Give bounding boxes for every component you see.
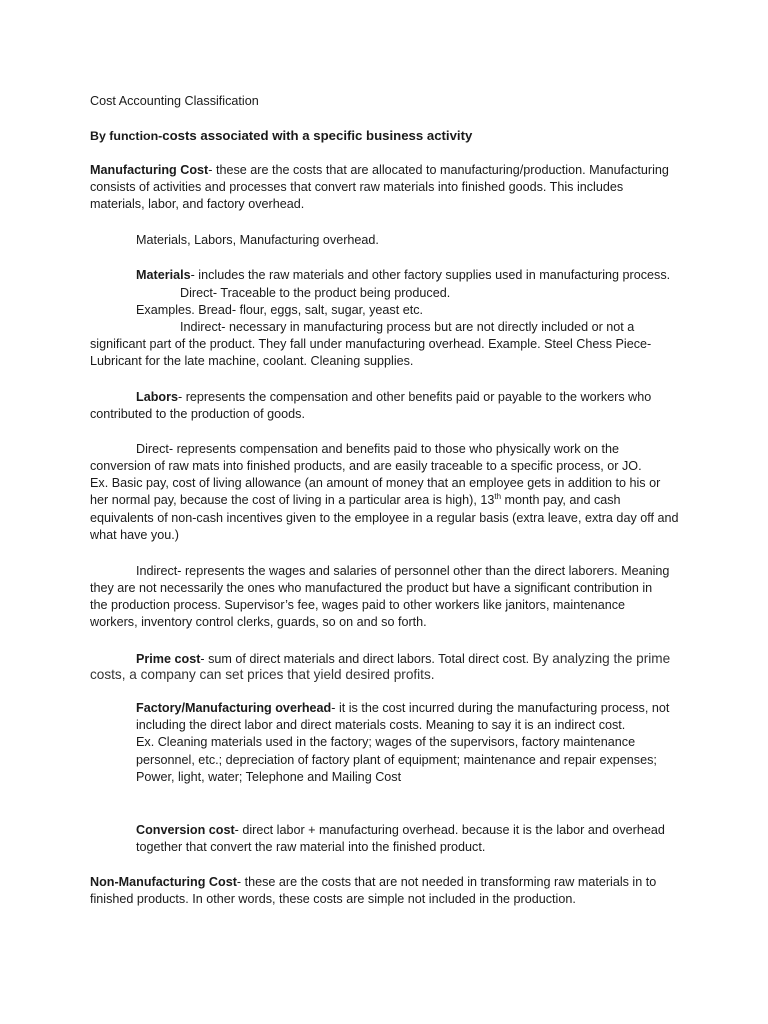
conversion-cost-paragraph xyxy=(136,822,696,856)
direct-labor-line: conversion of raw mats into finished products, and are easily traceable to a specific process, or JO. xyxy=(90,459,642,473)
non-manufacturing-line: - these are the costs that are not needed in transforming raw materials in to xyxy=(236,875,657,889)
materials-examples: Examples. Bread- flour, eggs, salt, sugar, yeast etc. xyxy=(136,303,423,317)
labors-line-2: contributed to the production of goods. xyxy=(90,407,305,421)
indirect-labor-line: workers, inventory control clerks, guards, so on and so forth. xyxy=(90,615,427,630)
direct-labor-line: what have you.) xyxy=(90,527,179,542)
direct-labor-paragraph xyxy=(90,458,690,544)
prime-cost-label: Prime cost xyxy=(136,652,201,666)
materials-direct: Direct- Traceable to the product being produced. xyxy=(180,286,451,300)
prime-cost-line-2: costs, a company can set prices that yield desired profits. xyxy=(90,667,435,682)
manufacturing-cost-line: consists of activities and processes that convert raw materials into finished goods. This includes xyxy=(90,180,624,195)
indirect-labor-line: they are not necessarily the ones who manufactured the product but have a significant contribution in xyxy=(90,581,653,595)
indirect-labor-paragraph xyxy=(90,580,690,632)
factory-overhead-line: - it is the cost incurred during the manufacturing process, not xyxy=(331,701,670,715)
factory-overhead-line: Ex. Cleaning materials used in the factory; wages of the supervisors, factory maintenance xyxy=(136,735,636,750)
materials-line: - includes the raw materials and other factory supplies used in manufacturing process. xyxy=(190,268,671,282)
conversion-cost-line: together that convert the raw material into the finished product. xyxy=(136,840,486,855)
factory-overhead-line: personnel, etc.; depreciation of factory plant of equipment; maintenance and repair expenses; xyxy=(136,752,657,767)
direct-labor-line: equivalents of non-cash incentives given to the employee in a regular basis (extra leave, extra day off and xyxy=(90,510,679,525)
conversion-cost-label: Conversion cost xyxy=(136,823,235,837)
indirect-labor-line: Indirect- represents the wages and salaries of personnel other than the direct laborers. Meaning xyxy=(136,564,670,578)
non-manufacturing-line: finished products. In other words, these costs are simple not included in the production. xyxy=(90,892,576,907)
indirect-labor-line: the production process. Supervisor’s fee, wages paid to other workers like janitors, maintenance xyxy=(90,598,626,613)
subtitle xyxy=(90,128,472,143)
materials-label: Materials xyxy=(136,268,191,282)
manufacturing-cost-label: Manufacturing Cost xyxy=(90,163,209,177)
factory-overhead-label: Factory/Manufacturing overhead xyxy=(136,701,332,715)
labors-line: - represents the compensation and other benefits paid or payable to the workers who xyxy=(178,390,652,404)
components-list: Materials, Labors, Manufacturing overhead. xyxy=(136,233,379,247)
materials-indirect-cont xyxy=(90,336,690,370)
materials-indirect: Indirect- necessary in manufacturing process but are not directly included or not a xyxy=(180,320,635,334)
subtitle-lead: By function- xyxy=(90,129,163,143)
direct-labor-line: Ex. Basic pay, cost of living allowance (an amount of money that an employee gets in addition to his or xyxy=(90,476,661,491)
materials-indirect-line: Lubricant for the late machine, coolant. Cleaning supplies. xyxy=(90,354,414,369)
subtitle-rest: costs associated with a specific business activity xyxy=(162,128,473,143)
non-manufacturing-paragraph xyxy=(90,874,690,908)
materials-indirect-line: significant part of the product. They fall under manufacturing overhead. Example. Steel Chess Piece- xyxy=(90,337,652,351)
conversion-cost-line: - direct labor + manufacturing overhead. because it is the labor and overhead xyxy=(234,823,665,837)
direct-labor-line: Direct- represents compensation and benefits paid to those who physically work on the xyxy=(136,442,620,456)
factory-overhead-line: including the direct labor and direct materials costs. Meaning to say it is an indirect cost. xyxy=(136,718,626,733)
labors-label: Labors xyxy=(136,390,178,404)
prime-cost-line: By analyzing the prime xyxy=(532,651,671,666)
non-manufacturing-label: Non-Manufacturing Cost xyxy=(90,875,237,889)
direct-labor-line xyxy=(90,492,690,509)
labors-paragraph xyxy=(136,389,696,406)
prime-cost-line: - sum of direct materials and direct labors. Total direct cost. xyxy=(200,652,533,666)
manufacturing-cost-line: - these are the costs that are allocated to manufacturing/production. Manufacturing xyxy=(208,163,669,177)
superscript-th: th xyxy=(494,492,502,502)
direct-labor-text: her normal pay, because the cost of living in a particular area is high), 13 xyxy=(90,493,495,508)
direct-labor-text: month pay, and cash xyxy=(501,493,621,508)
factory-overhead-paragraph xyxy=(136,700,696,786)
manufacturing-cost-paragraph xyxy=(90,162,690,214)
doc-title: Cost Accounting Classification xyxy=(90,94,259,108)
materials-paragraph xyxy=(136,267,696,284)
factory-overhead-line: Power, light, water; Telephone and Mailing Cost xyxy=(136,769,402,784)
manufacturing-cost-line: materials, labor, and factory overhead. xyxy=(90,197,305,212)
